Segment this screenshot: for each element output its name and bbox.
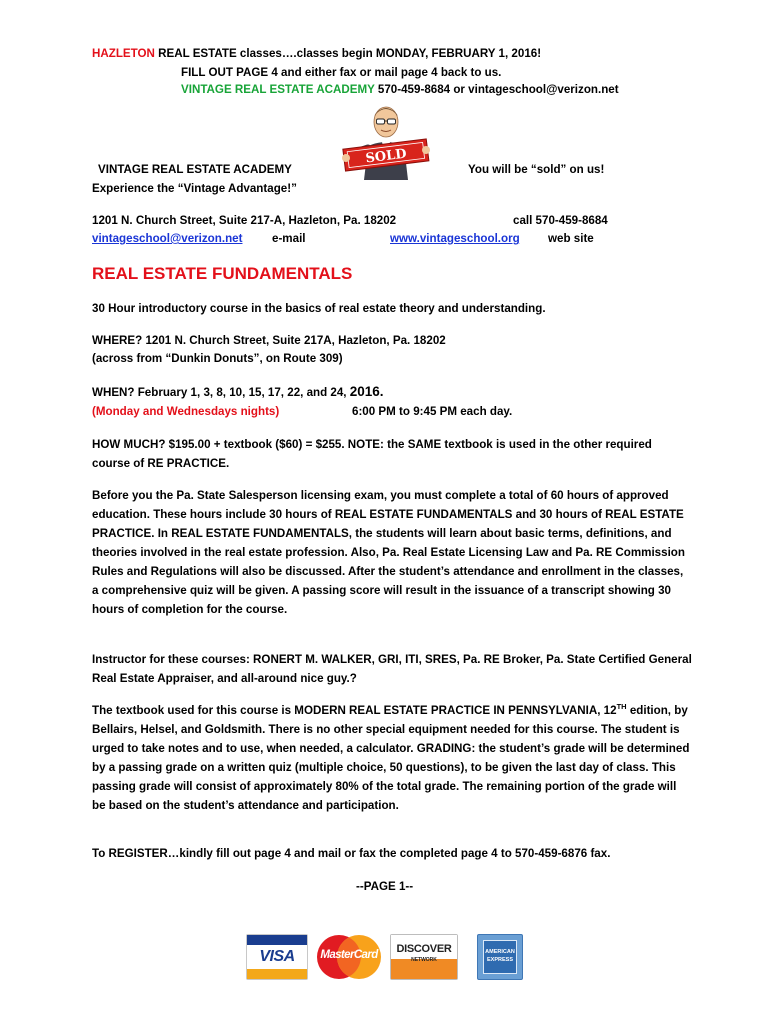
mastercard-card-icon [314,934,384,980]
when-year: 2016. [349,384,384,399]
price-paragraph: HOW MUCH? $195.00 + textbook ($60) = $255. NOTE: the SAME textbook is used in the other required course of RE PRACTICE. [92,438,652,470]
page-number: --PAGE 1-- [356,880,414,893]
textbook-text-b: edition, by Bellairs, Helsel, and Goldsmith. There is no other special equipment needed for this course. The student is urged to take notes and to use, when needed, a calculator. GRADING: the student’s grade will be determined by a passing grade on a written quiz (multiple choice, 50 questions), to be given the last day of class. This passing grade will consist of approximately 80% of the total grade. The remaining portion of the grade will be based on the student’s attendance and participation. [92,704,690,812]
header-academy-name: VINTAGE REAL ESTATE ACADEMY [181,83,375,96]
header-contact: 570-459-8684 or vintageschool@verizon.net [374,83,619,96]
header-line-2: FILL OUT PAGE 4 and either fax or mail page 4 back to us. [181,66,502,79]
register-line: To REGISTER…kindly fill out page 4 and mail or fax the completed page 4 to 570-459-6876 fax. [92,847,611,860]
instructor-paragraph: Instructor for these courses: RONERT M. WALKER, GRI, ITI, SRES, Pa. RE Broker, Pa. State Certified General Real Estate Appraiser, and all-around nice guy.? [92,653,692,685]
when-dates: WHEN? February 1, 3, 8, 10, 15, 17, 22, and 24, [92,386,350,399]
course-title: REAL ESTATE FUNDAMENTALS [92,264,353,283]
american-express-card-icon [477,934,523,980]
when-time: 6:00 PM to 9:45 PM each day. [352,405,513,418]
textbook-superscript: TH [616,702,627,712]
academy-address: 1201 N. Church Street, Suite 217-A, Hazleton, Pa. 18202 [92,214,397,227]
academy-slogan: You will be “sold” on us! [468,163,605,176]
header-city: HAZLETON [92,47,155,60]
academy-name: VINTAGE REAL ESTATE ACADEMY [98,163,292,176]
course-intro: 30 Hour introductory course in the basics of real estate theory and understanding. [92,302,546,315]
email-link[interactable]: vintageschool@verizon.net [92,232,243,245]
website-label: web site [548,232,594,245]
visa-label: VISA [259,948,295,965]
email-label: e-mail [272,232,306,245]
when-days: (Monday and Wednesdays nights) [92,405,280,418]
discover-label: DISCOVER [396,943,452,955]
requirements-paragraph: Before you the Pa. State Salesperson licensing exam, you must complete a total of 60 hours of approved education. These hours include 30 hours of REAL ESTATE FUNDAMENTALS and 30 hours of REAL ESTATE PRACTICE. In REAL ESTATE FUNDAMENTALS, the students will learn about basic terms, definitions, and theories involved in the real estate profession. Also, Pa. Real Estate Licensing Law and Pa. RE Commission Rules and Regulations will also be discussed. After the student’s attendance and enrollment in the classes, a comprehensive quiz will be given. A passing score will result in the issuance of a transcript showing 30 hours of completion for the course. [92,489,685,616]
academy-phone: call 570-459-8684 [513,214,608,227]
textbook-text-a: The textbook used for this course is MODERN REAL ESTATE PRACTICE IN PENNSYLVANIA, 12 [92,704,617,717]
visa-card-icon [246,934,308,980]
when-line [92,384,384,399]
website-link[interactable]: www.vintageschool.org [390,232,520,245]
mastercard-label: MasterCard [320,949,378,961]
salesman-holding-sold-sign-icon [330,100,442,180]
header-line-1 [92,47,541,60]
discover-card-icon [390,934,458,980]
discover-sub-label: NETWORK [411,957,437,963]
header-line-3 [181,83,619,96]
sold-sign-text: SOLD [364,146,408,167]
where-line-2: (across from “Dunkin Donuts”, on Route 309) [92,352,343,365]
textbook-paragraph [92,701,692,815]
academy-tagline: Experience the “Vintage Advantage!” [92,182,297,195]
where-line-1: WHERE? 1201 N. Church Street, Suite 217A, Hazleton, Pa. 18202 [92,334,446,347]
header-announcement: REAL ESTATE classes….classes begin MONDAY, FEBRUARY 1, 2016! [154,47,542,60]
amex-label: AMERICAN EXPRESS [485,949,515,963]
